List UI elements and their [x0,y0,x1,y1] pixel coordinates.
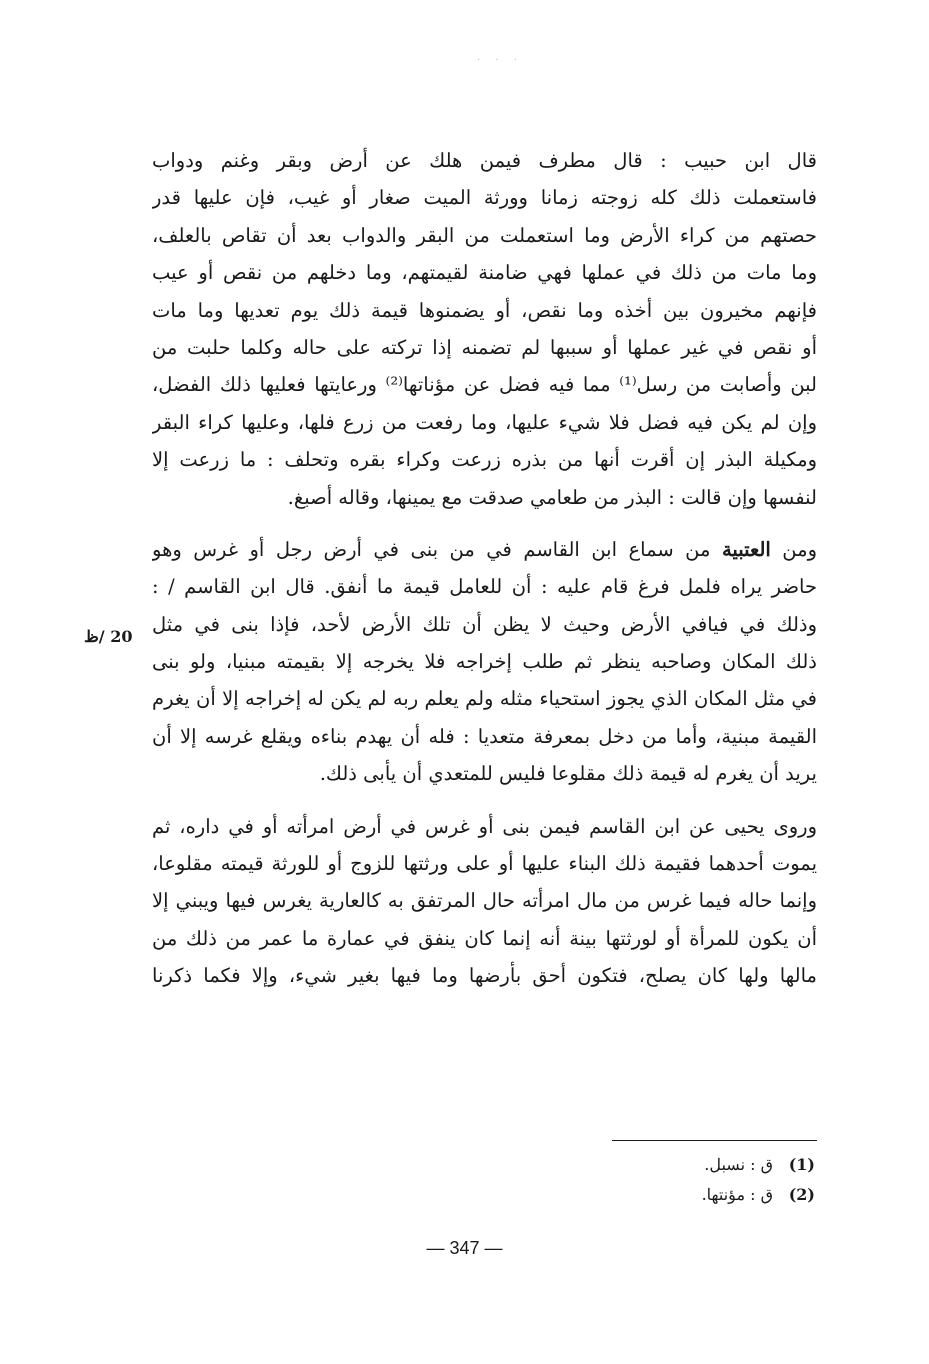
text-line: حاضر يراه فلمل فرغ قام عليه : أن للعامل قيمة ما أنفق. قال ابن القاسم / : [152,575,817,599]
text-line: في مثل المكان الذي يجوز استحياء مثله ولم يعلم ربه لم يكن له إخراجه إلا أن يغرم [152,687,817,711]
text-line: يموت أحدهما فقيمة ذلك البناء عليها أو على ورثتها للزوج أو للورثة قيمته مقلوعا، [152,852,817,876]
text-line: قال ابن حبيب : قال مطرف فيمن هلك عن أرض وبقر وغنم ودواب [152,149,817,172]
page-number: — 347 — [426,1238,503,1258]
paragraph-1 [152,142,817,516]
text-line: وروى يحيى عن ابن القاسم فيمن بنى أو غرس في أرض امرأته أو في داره، ثم [152,814,817,838]
footnote-text: ق : مؤنتها. [701,1185,773,1204]
footnotes [560,1150,815,1210]
main-text [152,142,817,1001]
text-line: وإنما حاله فيما غرس من مال امرأته حال المرتفق به كالعارية يغرس فيها ويبني إلا [152,889,817,913]
footnote-divider [612,1140,817,1141]
text-line: حصتهم من كراء الأرض وما استعملت من البقر والدواب بعد أن تقاص بالعلف، [152,223,817,247]
text-line: أو نقص في غير عملها أو سببها لم تضمنه إذا تركته على حاله وكلما حلبت من [152,335,817,359]
lead-rest: من سماع ابن القاسم في من بنى في أرض رجل أو غرس وهو [152,537,722,561]
text-line: يريد أن يغرم له قيمة ذلك مقلوعا فليس للمتعدي أن يأبى ذلك. [319,762,817,786]
paragraph-3 [152,808,817,995]
text-line: فاستعملت ذلك كله زوجته زمانا وورثة الميت صغار أو غيب، فإن عليها قدر [152,186,817,210]
paragraph-2 [152,531,817,793]
text-line: ومكيلة البذر إن أقرت أنها من بذره زرعت وكراء بقره وتحلف : ما زرعت إلا [152,448,817,472]
text-line: القيمة مبنية، وأما من دخل بمعرفة متعديا : فله أن يهدم بناءه ويقلع غرسه إلا أن [152,724,817,748]
text-line: فإنهم مخيرون بين أخذه وما نقص، أو يضمنوها قيمة ذلك يوم تعديها وما مات [152,298,817,322]
footnote-number: (1) [788,1155,815,1174]
text-line: لنفسها وإن قالت : البذر من طعامي صدقت مع يمينها، وقاله أصبغ. [287,485,817,509]
text-line [152,531,817,568]
text-line: أن يكون للمرأة أو لورثتها بينة أنه إنما كان ينفق في عمارة ما عمر من ذلك من [152,926,817,950]
source-title-bold: العتبية [721,537,771,561]
footnote-item [560,1180,815,1210]
text-line: وذلك في فيافي الأرض وحيث لا يظن أن تلك الأرض لأحد، فإذا بنى في مثل [152,612,817,636]
top-mark: . . . [477,52,523,63]
footnote-item [560,1150,815,1180]
footnote-number: (2) [788,1185,815,1204]
text-line: وإن لم يكن فيه فضل فلا شيء عليها، وما رفعت من زرع فلها، وعليها كراء البقر [152,410,817,434]
lead-text: ومن [770,537,817,561]
text-line: وما مات من ذلك في عملها فهي ضامنة لقيمتهم، وما دخلهم من نقص أو عيب [152,261,817,285]
text-line: لبن وأصابت من رسل⁽¹⁾ مما فيه فضل عن مؤناتها⁽²⁾ ورعايتها فعليها ذلك الفضل، [152,373,817,397]
footnote-text: ق : نسبل. [704,1155,773,1174]
margin-folio-note: 20 /ظ [84,627,133,646]
text-line: ذلك المكان وصاحبه ينظر ثم طلب إخراجه فلا يخرجه إلا بقيمته مبنيا، ولو بنى [152,650,817,674]
text-line: مالها ولها كان يصلح، فتكون أحق بأرضها وما فيها بغير شيء، وإلا فكما ذكرنا [152,964,817,988]
